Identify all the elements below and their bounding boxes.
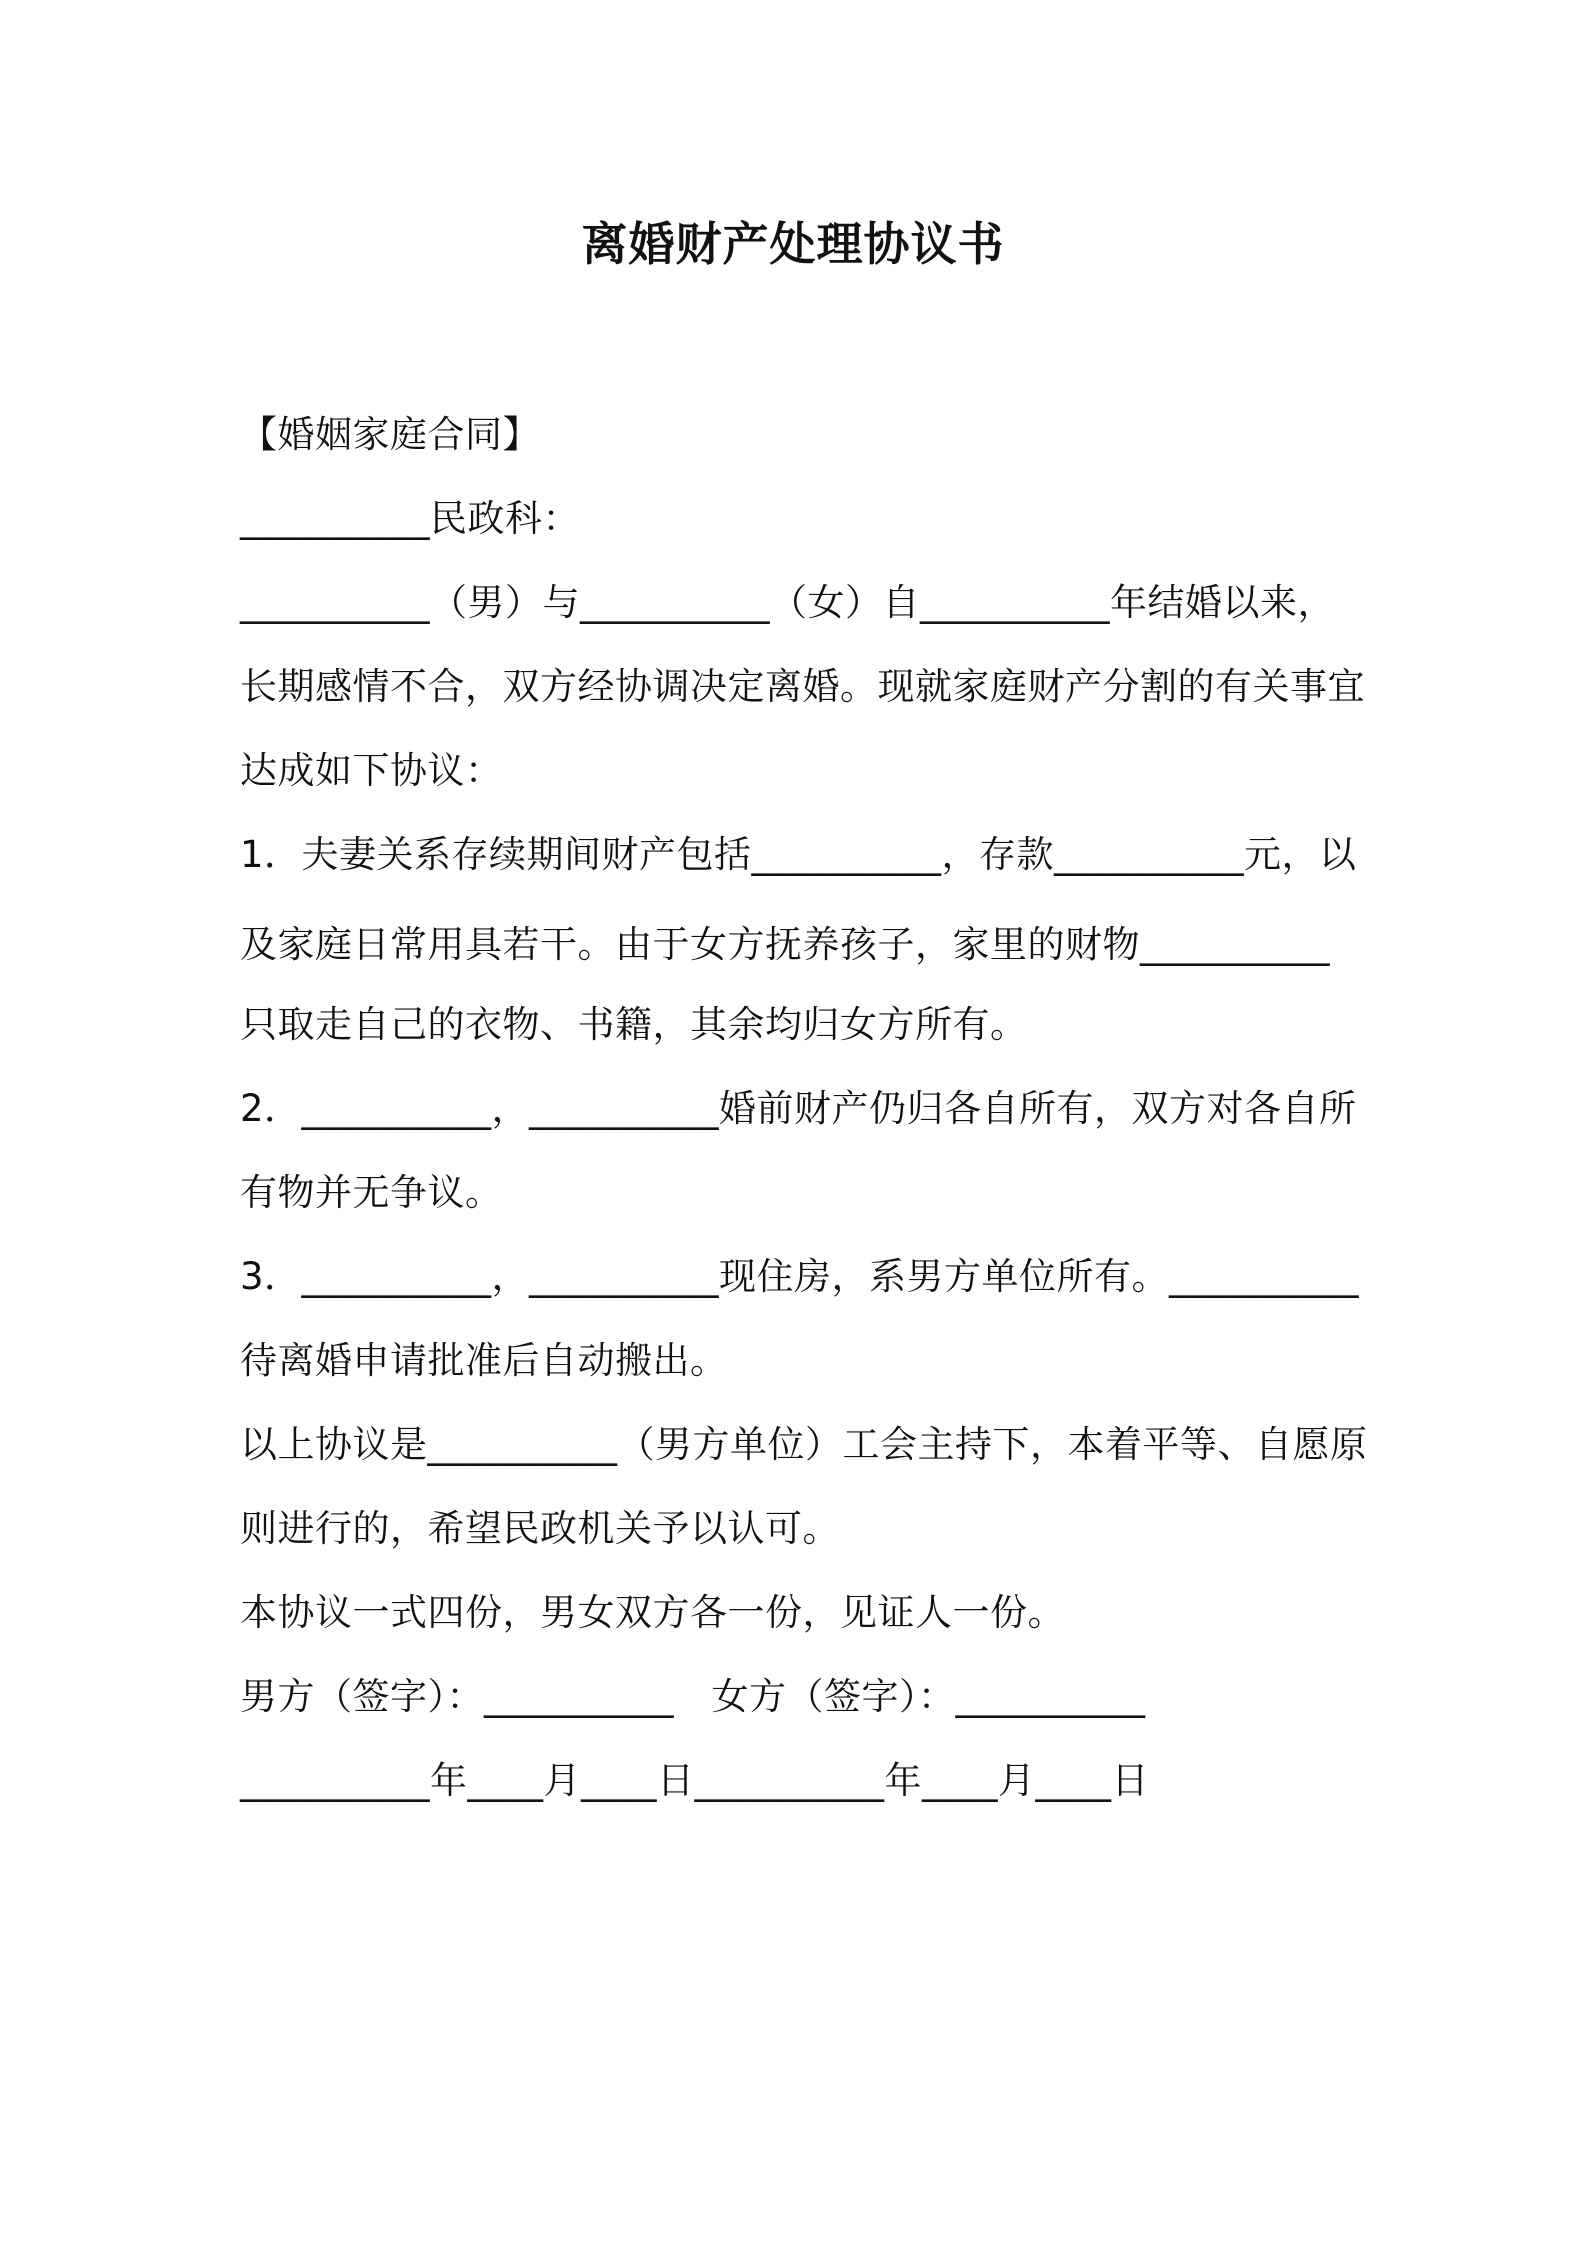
intro-line-1: __________（男）与__________（女）自__________年结婚以来， (240, 581, 1335, 624)
intro-line-3: 达成如下协议： (240, 749, 503, 792)
closing-line-1: 以上协议是__________（男方单位）工会主持下，本着平等、自愿原 (240, 1423, 1368, 1466)
copies-statement: 本协议一式四份，男女双方各一份，见证人一份。 (240, 1591, 1065, 1634)
date-line: __________年____月____日__________年____月____日 (240, 1759, 1149, 1802)
signature-line: 男方（签字）：__________ 女方（签字）：__________ (240, 1675, 1146, 1718)
clause-1-line-2: 及家庭日常用具若干。由于女方抚养孩子，家里的财物__________ (240, 923, 1330, 966)
clause-3-line-2: 待离婚申请批准后自动搬出。 (240, 1339, 728, 1382)
closing-line-2: 则进行的，希望民政机关予以认可。 (240, 1507, 840, 1550)
clause-1-line-1: 1．夫妻关系存续期间财产包括__________，存款__________元，以 (240, 833, 1357, 876)
intro-line-2: 长期感情不合，双方经协调决定离婚。现就家庭财产分割的有关事宜 (240, 665, 1365, 708)
clause-2-line-1: 2．__________，__________婚前财产仍归各自所有，双方对各自所 (240, 1087, 1357, 1130)
contract-category-label: 【婚姻家庭合同】 (240, 413, 540, 456)
clause-3-line-1: 3．__________，__________现住房，系男方单位所有。__________ (240, 1255, 1360, 1298)
document-title: 离婚财产处理协议书 (581, 217, 1005, 271)
clause-2-line-2: 有物并无争议。 (240, 1171, 503, 1214)
clause-1-line-3: 只取走自己的衣物、书籍，其余均归女方所有。 (240, 1003, 1028, 1046)
addressee-line: __________民政科： (240, 497, 580, 540)
